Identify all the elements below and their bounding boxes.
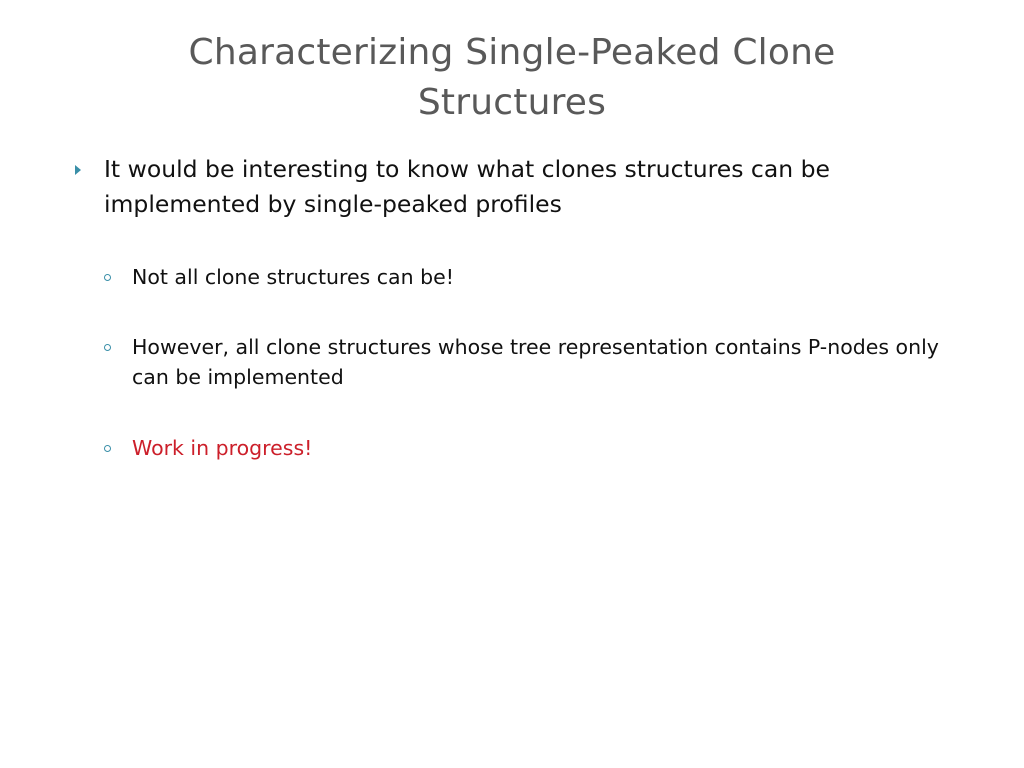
circle-bullet-icon — [104, 445, 111, 452]
sub-bullet-item — [103, 262, 963, 292]
circle-bullet-icon — [104, 274, 111, 281]
slide-title — [100, 28, 924, 128]
sub-bullet-item — [103, 433, 963, 463]
work-in-progress-text: Work in progress! — [132, 436, 313, 460]
sub-bullet-text: However, all clone structures whose tree representation contains P-nodes only can be implemented — [132, 335, 939, 389]
circle-bullet-icon — [104, 344, 111, 351]
arrow-bullet-icon — [75, 165, 81, 175]
slide-body — [75, 152, 970, 460]
sub-bullet-text: Not all clone structures can be! — [132, 265, 454, 289]
bullet-item — [75, 152, 970, 222]
sub-bullet-item — [103, 332, 963, 392]
slide-title-line-1: Characterizing Single-Peaked Clone — [188, 32, 836, 73]
bullet-text: It would be interesting to know what clones structures can be implemented by single-peaked profiles — [104, 155, 830, 218]
slide-title-line-2: Structures — [417, 82, 607, 123]
